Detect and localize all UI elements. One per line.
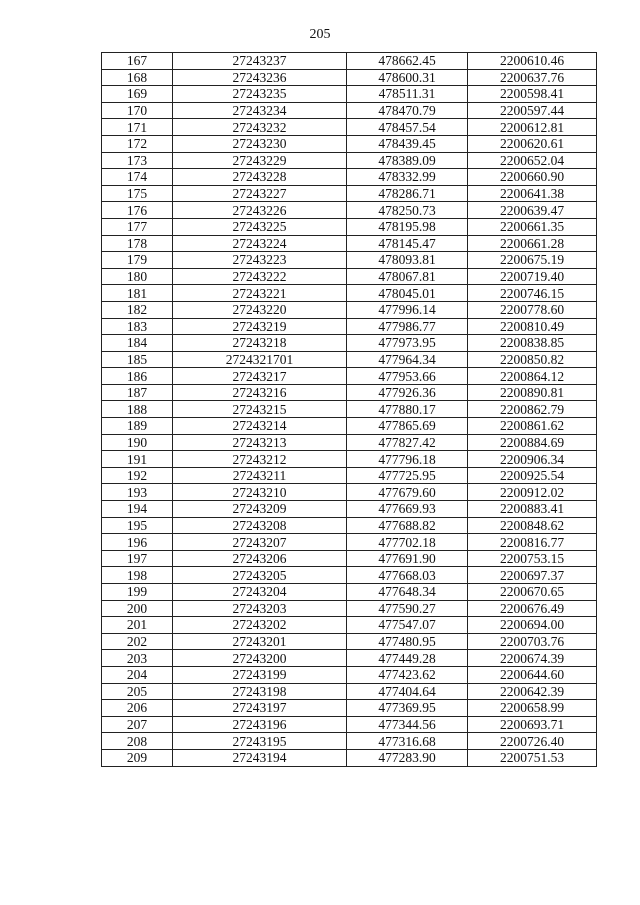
table-body xyxy=(102,53,597,767)
x-coordinate-cell: 478511.31 xyxy=(347,86,468,103)
y-coordinate-cell: 2200848.62 xyxy=(468,517,597,534)
point-number-cell: 189 xyxy=(102,418,173,435)
point-number-cell: 190 xyxy=(102,434,173,451)
x-coordinate-cell: 477669.93 xyxy=(347,501,468,518)
point-number-cell: 193 xyxy=(102,484,173,501)
table-row xyxy=(102,335,597,352)
point-number-cell: 204 xyxy=(102,666,173,683)
x-coordinate-cell: 477449.28 xyxy=(347,650,468,667)
x-coordinate-cell: 477344.56 xyxy=(347,716,468,733)
point-id-cell: 27243216 xyxy=(173,384,347,401)
x-coordinate-cell: 477702.18 xyxy=(347,534,468,551)
x-coordinate-cell: 478662.45 xyxy=(347,53,468,70)
point-number-cell: 172 xyxy=(102,135,173,152)
point-id-cell: 27243220 xyxy=(173,301,347,318)
point-id-cell: 27243232 xyxy=(173,119,347,136)
x-coordinate-cell: 477926.36 xyxy=(347,384,468,401)
y-coordinate-cell: 2200597.44 xyxy=(468,102,597,119)
y-coordinate-cell: 2200610.46 xyxy=(468,53,597,70)
table-row xyxy=(102,749,597,766)
y-coordinate-cell: 2200642.39 xyxy=(468,683,597,700)
y-coordinate-cell: 2200620.61 xyxy=(468,135,597,152)
y-coordinate-cell: 2200703.76 xyxy=(468,633,597,650)
table-row xyxy=(102,484,597,501)
point-number-cell: 187 xyxy=(102,384,173,401)
table-row xyxy=(102,102,597,119)
point-id-cell: 27243210 xyxy=(173,484,347,501)
x-coordinate-cell: 478439.45 xyxy=(347,135,468,152)
y-coordinate-cell: 2200639.47 xyxy=(468,202,597,219)
point-id-cell: 27243217 xyxy=(173,368,347,385)
point-id-cell: 27243209 xyxy=(173,501,347,518)
point-number-cell: 181 xyxy=(102,285,173,302)
x-coordinate-cell: 477668.03 xyxy=(347,567,468,584)
table-row xyxy=(102,119,597,136)
point-id-cell: 27243199 xyxy=(173,666,347,683)
point-id-cell: 27243224 xyxy=(173,235,347,252)
coordinates-table xyxy=(101,52,597,767)
y-coordinate-cell: 2200850.82 xyxy=(468,351,597,368)
table-row xyxy=(102,53,597,70)
point-number-cell: 191 xyxy=(102,451,173,468)
point-id-cell: 27243227 xyxy=(173,185,347,202)
table-row xyxy=(102,218,597,235)
table-row xyxy=(102,202,597,219)
point-number-cell: 178 xyxy=(102,235,173,252)
table-row xyxy=(102,434,597,451)
x-coordinate-cell: 477865.69 xyxy=(347,418,468,435)
y-coordinate-cell: 2200660.90 xyxy=(468,169,597,186)
y-coordinate-cell: 2200883.41 xyxy=(468,501,597,518)
table-row xyxy=(102,567,597,584)
point-id-cell: 27243222 xyxy=(173,268,347,285)
x-coordinate-cell: 477283.90 xyxy=(347,749,468,766)
x-coordinate-cell: 478093.81 xyxy=(347,252,468,269)
table-row xyxy=(102,384,597,401)
y-coordinate-cell: 2200810.49 xyxy=(468,318,597,335)
y-coordinate-cell: 2200838.85 xyxy=(468,335,597,352)
point-number-cell: 182 xyxy=(102,301,173,318)
point-number-cell: 170 xyxy=(102,102,173,119)
y-coordinate-cell: 2200641.38 xyxy=(468,185,597,202)
table-row xyxy=(102,733,597,750)
point-number-cell: 168 xyxy=(102,69,173,86)
point-number-cell: 174 xyxy=(102,169,173,186)
point-id-cell: 27243202 xyxy=(173,617,347,634)
table-row xyxy=(102,69,597,86)
y-coordinate-cell: 2200862.79 xyxy=(468,401,597,418)
point-number-cell: 186 xyxy=(102,368,173,385)
x-coordinate-cell: 477725.95 xyxy=(347,467,468,484)
table-row xyxy=(102,666,597,683)
x-coordinate-cell: 477590.27 xyxy=(347,600,468,617)
table-row xyxy=(102,517,597,534)
x-coordinate-cell: 478600.31 xyxy=(347,69,468,86)
table-row xyxy=(102,351,597,368)
point-id-cell: 27243236 xyxy=(173,69,347,86)
point-number-cell: 206 xyxy=(102,700,173,717)
point-id-cell: 27243225 xyxy=(173,218,347,235)
point-number-cell: 171 xyxy=(102,119,173,136)
x-coordinate-cell: 477796.18 xyxy=(347,451,468,468)
point-id-cell: 27243211 xyxy=(173,467,347,484)
x-coordinate-cell: 477691.90 xyxy=(347,550,468,567)
point-id-cell: 27243204 xyxy=(173,584,347,601)
point-id-cell: 27243196 xyxy=(173,716,347,733)
x-coordinate-cell: 478067.81 xyxy=(347,268,468,285)
x-coordinate-cell: 477880.17 xyxy=(347,401,468,418)
point-number-cell: 167 xyxy=(102,53,173,70)
table-row xyxy=(102,534,597,551)
point-number-cell: 180 xyxy=(102,268,173,285)
point-id-cell: 27243214 xyxy=(173,418,347,435)
table-row xyxy=(102,368,597,385)
x-coordinate-cell: 478250.73 xyxy=(347,202,468,219)
point-id-cell: 27243230 xyxy=(173,135,347,152)
y-coordinate-cell: 2200661.35 xyxy=(468,218,597,235)
point-id-cell: 27243223 xyxy=(173,252,347,269)
y-coordinate-cell: 2200861.62 xyxy=(468,418,597,435)
table-row xyxy=(102,135,597,152)
x-coordinate-cell: 477423.62 xyxy=(347,666,468,683)
x-coordinate-cell: 477973.95 xyxy=(347,335,468,352)
table-row xyxy=(102,683,597,700)
x-coordinate-cell: 477688.82 xyxy=(347,517,468,534)
table-row xyxy=(102,617,597,634)
table-row xyxy=(102,550,597,567)
y-coordinate-cell: 2200864.12 xyxy=(468,368,597,385)
point-id-cell: 27243215 xyxy=(173,401,347,418)
point-number-cell: 169 xyxy=(102,86,173,103)
x-coordinate-cell: 477480.95 xyxy=(347,633,468,650)
point-number-cell: 192 xyxy=(102,467,173,484)
x-coordinate-cell: 477953.66 xyxy=(347,368,468,385)
table-row xyxy=(102,716,597,733)
y-coordinate-cell: 2200658.99 xyxy=(468,700,597,717)
y-coordinate-cell: 2200719.40 xyxy=(468,268,597,285)
x-coordinate-cell: 477316.68 xyxy=(347,733,468,750)
point-number-cell: 205 xyxy=(102,683,173,700)
x-coordinate-cell: 477369.95 xyxy=(347,700,468,717)
point-number-cell: 201 xyxy=(102,617,173,634)
x-coordinate-cell: 478145.47 xyxy=(347,235,468,252)
point-id-cell: 27243234 xyxy=(173,102,347,119)
point-number-cell: 185 xyxy=(102,351,173,368)
page-number: 205 xyxy=(309,27,331,42)
point-number-cell: 175 xyxy=(102,185,173,202)
point-id-cell: 27243226 xyxy=(173,202,347,219)
y-coordinate-cell: 2200890.81 xyxy=(468,384,597,401)
point-id-cell: 2724321701 xyxy=(173,351,347,368)
point-id-cell: 27243235 xyxy=(173,86,347,103)
point-number-cell: 198 xyxy=(102,567,173,584)
y-coordinate-cell: 2200670.65 xyxy=(468,584,597,601)
point-number-cell: 209 xyxy=(102,749,173,766)
point-number-cell: 197 xyxy=(102,550,173,567)
y-coordinate-cell: 2200816.77 xyxy=(468,534,597,551)
point-number-cell: 194 xyxy=(102,501,173,518)
point-number-cell: 200 xyxy=(102,600,173,617)
y-coordinate-cell: 2200751.53 xyxy=(468,749,597,766)
x-coordinate-cell: 477986.77 xyxy=(347,318,468,335)
y-coordinate-cell: 2200598.41 xyxy=(468,86,597,103)
point-number-cell: 196 xyxy=(102,534,173,551)
point-id-cell: 27243194 xyxy=(173,749,347,766)
x-coordinate-cell: 478389.09 xyxy=(347,152,468,169)
point-id-cell: 27243201 xyxy=(173,633,347,650)
table-row xyxy=(102,418,597,435)
x-coordinate-cell: 478457.54 xyxy=(347,119,468,136)
y-coordinate-cell: 2200778.60 xyxy=(468,301,597,318)
table-row xyxy=(102,401,597,418)
point-number-cell: 188 xyxy=(102,401,173,418)
point-number-cell: 203 xyxy=(102,650,173,667)
table-row xyxy=(102,235,597,252)
table-row xyxy=(102,285,597,302)
y-coordinate-cell: 2200694.00 xyxy=(468,617,597,634)
point-number-cell: 202 xyxy=(102,633,173,650)
point-number-cell: 173 xyxy=(102,152,173,169)
point-number-cell: 207 xyxy=(102,716,173,733)
point-number-cell: 184 xyxy=(102,335,173,352)
point-id-cell: 27243218 xyxy=(173,335,347,352)
point-number-cell: 183 xyxy=(102,318,173,335)
y-coordinate-cell: 2200746.15 xyxy=(468,285,597,302)
point-id-cell: 27243212 xyxy=(173,451,347,468)
x-coordinate-cell: 477679.60 xyxy=(347,484,468,501)
point-id-cell: 27243207 xyxy=(173,534,347,551)
table-row xyxy=(102,318,597,335)
table-row xyxy=(102,152,597,169)
y-coordinate-cell: 2200693.71 xyxy=(468,716,597,733)
table-row xyxy=(102,584,597,601)
table-row xyxy=(102,600,597,617)
y-coordinate-cell: 2200925.54 xyxy=(468,467,597,484)
point-id-cell: 27243219 xyxy=(173,318,347,335)
table-row xyxy=(102,169,597,186)
point-id-cell: 27243208 xyxy=(173,517,347,534)
y-coordinate-cell: 2200906.34 xyxy=(468,451,597,468)
x-coordinate-cell: 477648.34 xyxy=(347,584,468,601)
y-coordinate-cell: 2200644.60 xyxy=(468,666,597,683)
y-coordinate-cell: 2200637.76 xyxy=(468,69,597,86)
point-number-cell: 179 xyxy=(102,252,173,269)
y-coordinate-cell: 2200697.37 xyxy=(468,567,597,584)
point-id-cell: 27243229 xyxy=(173,152,347,169)
x-coordinate-cell: 478286.71 xyxy=(347,185,468,202)
x-coordinate-cell: 477547.07 xyxy=(347,617,468,634)
y-coordinate-cell: 2200912.02 xyxy=(468,484,597,501)
point-id-cell: 27243203 xyxy=(173,600,347,617)
point-id-cell: 27243237 xyxy=(173,53,347,70)
table-row xyxy=(102,501,597,518)
point-number-cell: 176 xyxy=(102,202,173,219)
table-row xyxy=(102,467,597,484)
point-number-cell: 199 xyxy=(102,584,173,601)
x-coordinate-cell: 477404.64 xyxy=(347,683,468,700)
point-number-cell: 177 xyxy=(102,218,173,235)
x-coordinate-cell: 478332.99 xyxy=(347,169,468,186)
x-coordinate-cell: 477827.42 xyxy=(347,434,468,451)
table-row xyxy=(102,633,597,650)
y-coordinate-cell: 2200676.49 xyxy=(468,600,597,617)
x-coordinate-cell: 478470.79 xyxy=(347,102,468,119)
table-row xyxy=(102,86,597,103)
table-row xyxy=(102,185,597,202)
point-id-cell: 27243228 xyxy=(173,169,347,186)
table-row xyxy=(102,650,597,667)
point-id-cell: 27243195 xyxy=(173,733,347,750)
table-row xyxy=(102,700,597,717)
y-coordinate-cell: 2200661.28 xyxy=(468,235,597,252)
point-id-cell: 27243205 xyxy=(173,567,347,584)
table-row xyxy=(102,301,597,318)
point-id-cell: 27243200 xyxy=(173,650,347,667)
y-coordinate-cell: 2200753.15 xyxy=(468,550,597,567)
x-coordinate-cell: 478045.01 xyxy=(347,285,468,302)
table-row xyxy=(102,268,597,285)
y-coordinate-cell: 2200884.69 xyxy=(468,434,597,451)
point-id-cell: 27243206 xyxy=(173,550,347,567)
point-number-cell: 208 xyxy=(102,733,173,750)
point-number-cell: 195 xyxy=(102,517,173,534)
x-coordinate-cell: 477996.14 xyxy=(347,301,468,318)
y-coordinate-cell: 2200726.40 xyxy=(468,733,597,750)
y-coordinate-cell: 2200612.81 xyxy=(468,119,597,136)
point-id-cell: 27243221 xyxy=(173,285,347,302)
point-id-cell: 27243197 xyxy=(173,700,347,717)
x-coordinate-cell: 478195.98 xyxy=(347,218,468,235)
y-coordinate-cell: 2200652.04 xyxy=(468,152,597,169)
table-row xyxy=(102,451,597,468)
y-coordinate-cell: 2200674.39 xyxy=(468,650,597,667)
x-coordinate-cell: 477964.34 xyxy=(347,351,468,368)
y-coordinate-cell: 2200675.19 xyxy=(468,252,597,269)
table-row xyxy=(102,252,597,269)
point-id-cell: 27243198 xyxy=(173,683,347,700)
point-id-cell: 27243213 xyxy=(173,434,347,451)
